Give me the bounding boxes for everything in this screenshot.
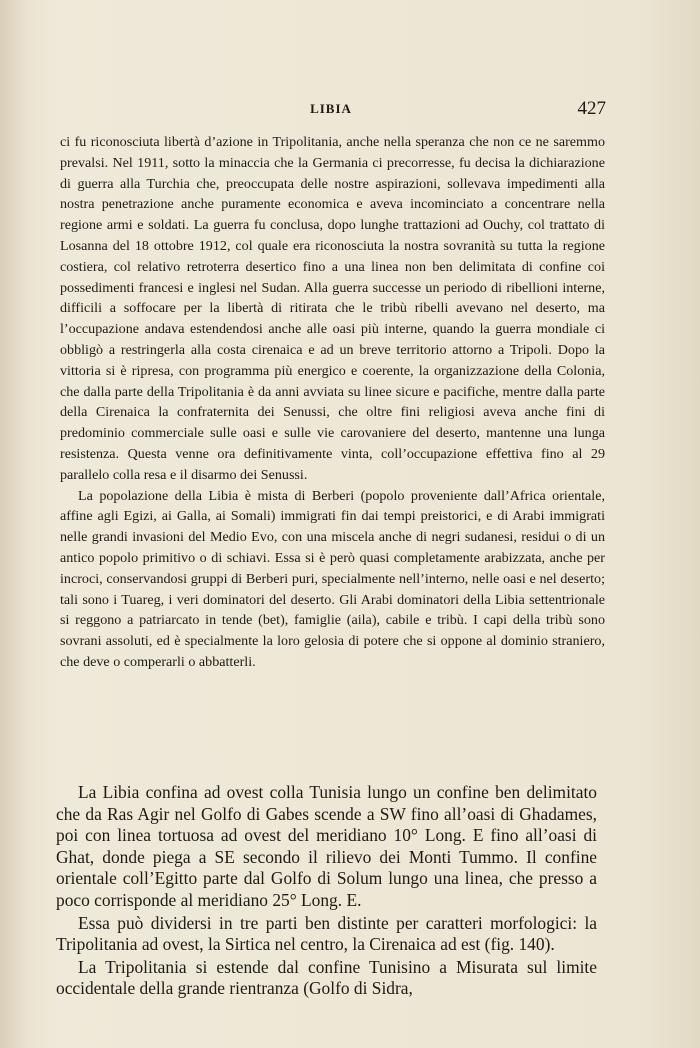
page-header [56, 98, 606, 125]
small-print-section [60, 132, 605, 673]
paragraph-borders: La Libia confina ad ovest colla Tunisia lungo un confine ben delimitato che da Ras Agir nel Golfo di Gabes scende a SW fino all’oasi di Ghadames, poi con linea tortuosa ad ovest del meridiano 10° Long. E fino all’oasi di Ghat, donde piega a SE secondo il rilievo dei Monti Tummo. Il confine orientale coll’Egitto parte dal Golfo di Solum lungo una linea, che presso a poco corrisponde al meridiano 25° Long. E. [56, 782, 597, 910]
paragraph-tripolitania: La Tripolitania si estende dal confine Tunisino a Misurata sul limite occidentale della grande rientranza (Golfo di Sidra, [56, 956, 597, 999]
running-title: LIBIA [310, 101, 352, 116]
page-number: 427 [577, 98, 606, 119]
paragraph-population: La popolazione della Libia è mista di Berberi (popolo proveniente dall’Africa orientale, affine agli Egizi, ai Galla, ai Somali) immigrati fin dai tempi preistorici, e di Arabi immigrati nelle grandi invasioni del Medio Evo, con una miscela anche di negri sudanesi, residui o di un antico popolo primitivo o di schiavi. Essa si è però quasi completamente arabizzata, anche per incroci, conservandosi gruppi di Berberi puri, specialmente nell’interno, nelle oasi e nel deserto; tali sono i Tuareg, i veri dominatori del deserto. Gli Arabi dominatori della Libia settentrionale si reggono a patriarcato in tende (bet), famiglie (aila), cabile e tribù. I capi della tribù sono sovrani assoluti, ed è specialmente la loro gelosia di potere che si oppone al dominio straniero, che deve o comperarli o abbatterli. [60, 487, 605, 670]
paragraph-divisions: Essa può dividersi in tre parti ben distinte per caratteri morfologici: la Tripolitania ad ovest, la Sirtica nel centro, la Cirenaica ad est (fig. 140). [56, 912, 597, 955]
main-text-section [56, 782, 597, 1000]
paragraph-history: ci fu riconosciuta libertà d’azione in Tripolitania, anche nella speranza che non ce ne saremmo prevalsi. Nel 1911, sotto la minaccia che la Germania ci precorresse, fu decisa la dichiarazione di guerra alla Turchia che, preoccupata delle nostre aspirazioni, sollevava impedimenti alla nostra penetrazione anche puramente economica e aveva incominciato a concentrare nella regione armi e soldati. La guerra fu conclusa, dopo lunghe trattazioni ad Ouchy, col trattato di Losanna del 18 ottobre 1912, col quale era riconosciuta la nostra sovranità su tutta la regione costiera, col relativo retroterra desertico fino a una linea non ben delimitata di confine coi possedimenti francesi e inglesi nel Sudan. Alla guerra successe un periodo di ribellioni interne, difficili a soffocare per la libertà di ritirata che le tribù ribelli avevano nel deserto, ma l’occupazione andava estendendosi anche alle oasi più interne, quando la guerra mondiale ci obbligò a restringerla alla costa cirenaica e ad un breve territorio attorno a Tripoli. Dopo la vittoria si è ripresa, con programma più energico e coerente, la organizzazione della Colonia, che dalla parte della Tripolitania è da anni avviata su linee sicure e pacifiche, mentre dalla parte della Cirenaica la confraternita dei Senussi, che oltre fini religiosi aveva anche fini di predominio commerciale sulle oasi e sulle vie carovaniere del deserto, mantenne una lunga resistenza. Questa venne ora definitivamente vinta, coll’occupazione effettiva fino al 29 parallelo colla resa e il disarmo dei Senussi. [60, 134, 605, 483]
